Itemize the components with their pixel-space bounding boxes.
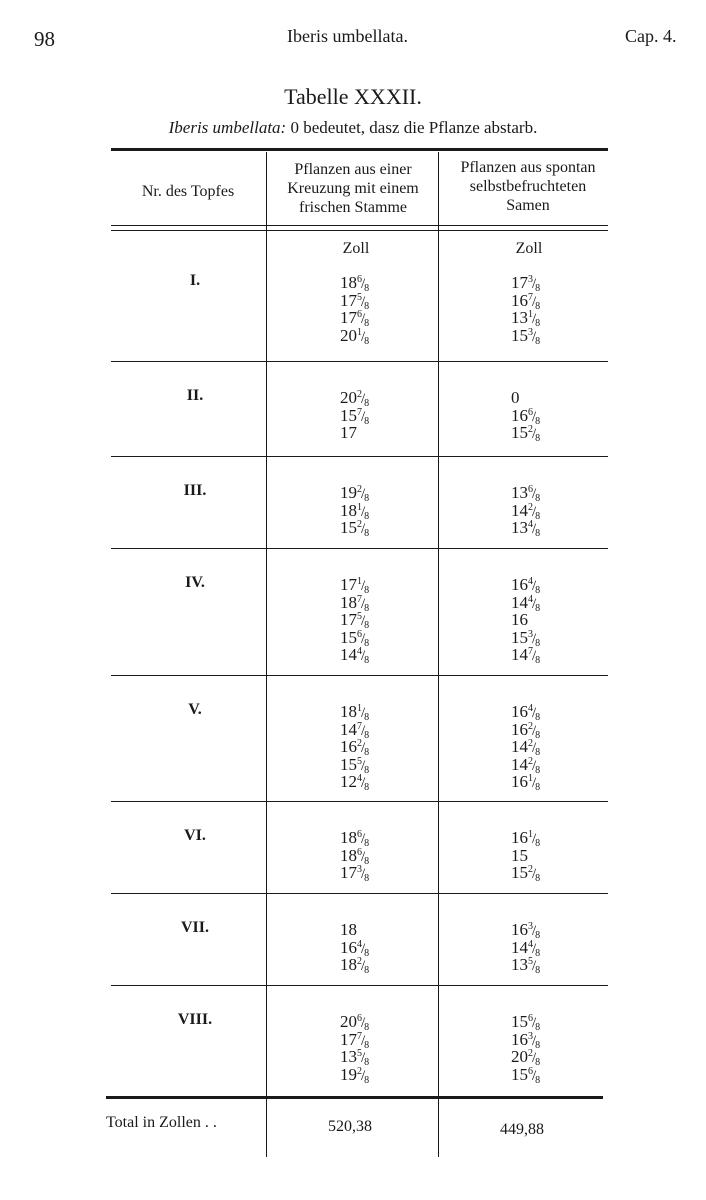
col-header-pot: Nr. des Topfes [141, 183, 235, 200]
value-cell: $13^5/_8$ [340, 1047, 370, 1068]
value-cell: $17^6/_8$ [340, 308, 370, 329]
pot-label: VII. [180, 919, 209, 936]
total-crossed: 520,38 [328, 1118, 372, 1135]
value-cell: $14^4/_8$ [511, 937, 541, 959]
top-rule [111, 148, 608, 151]
value-cell: $14^2/_8$ [511, 737, 541, 758]
crossed-values [340, 389, 369, 442]
value-cell: $13^6/_8$ [511, 483, 541, 504]
self-values [511, 484, 540, 537]
col-header-self: Pflanzen aus spontan selbstbefruchteten Samen [460, 159, 596, 214]
table-caption [0, 118, 706, 138]
unit-crossed: Zoll [342, 240, 370, 257]
row-rule [111, 456, 608, 457]
caption-species: Iberis umbellata: [168, 118, 287, 137]
value-cell: 17 [340, 423, 357, 442]
crossed-values [340, 576, 369, 664]
pot-label: II. [186, 387, 204, 404]
value-cell: $20^1/_8$ [340, 325, 370, 347]
self-values [511, 921, 540, 974]
value-cell: $18^7/_8$ [340, 592, 370, 614]
value-cell: $17^1/_8$ [340, 575, 370, 596]
total-rule [106, 1096, 603, 1099]
value-cell: $12^4/_8$ [340, 772, 370, 793]
total-self: 449,88 [500, 1121, 544, 1138]
value-cell: $16^2/_8$ [511, 719, 541, 741]
value-cell: $13^1/_8$ [511, 308, 541, 329]
value-cell: $20^2/_8$ [340, 388, 370, 409]
header-rule-2 [111, 230, 608, 231]
self-values [511, 576, 540, 664]
pot-label: VIII. [177, 1011, 213, 1028]
value-cell: $18^2/_8$ [340, 955, 370, 976]
value-cell: $15^6/_8$ [340, 627, 370, 649]
row-rule [111, 361, 608, 362]
table-title: Tabelle XXXII. [284, 84, 422, 109]
value-cell: $14^2/_8$ [511, 500, 541, 522]
value-cell: 16 [511, 610, 528, 629]
row-rule [111, 801, 608, 802]
pot-label: V. [188, 701, 202, 718]
value-cell: 18 [340, 920, 357, 939]
value-cell: $16^1/_8$ [511, 772, 541, 793]
header-rule-1 [111, 225, 608, 226]
value-cell: $14^4/_8$ [511, 592, 541, 614]
unit-self: Zoll [515, 240, 543, 257]
row-rule [111, 548, 608, 549]
self-values [511, 829, 540, 882]
value-cell: $18^1/_8$ [340, 702, 370, 723]
value-cell: $16^4/_8$ [511, 702, 541, 723]
self-values [511, 273, 541, 347]
row-rule [111, 985, 608, 986]
value-cell: $14^4/_8$ [340, 645, 370, 666]
row-rule [111, 675, 608, 676]
value-cell: $20^2/_8$ [511, 1047, 541, 1068]
crossed-values [340, 1012, 370, 1086]
value-cell: $17^3/_8$ [511, 273, 541, 294]
running-title: Iberis umbellata. [287, 26, 408, 46]
col-header-crossed: Pflanzen aus einer Kreuzung mit einem frischen Stamme [287, 161, 419, 216]
value-cell: 15 [511, 845, 528, 865]
value-cell: $17^5/_8$ [340, 290, 370, 312]
value-cell: $17^7/_8$ [340, 1029, 370, 1051]
value-cell: $19^2/_8$ [340, 483, 370, 504]
value-cell: $15^6/_8$ [511, 1064, 541, 1086]
crossed-values [340, 484, 369, 537]
value-cell: $16^4/_8$ [340, 937, 370, 959]
value-cell: 0 [511, 388, 520, 407]
col-divider-2 [438, 152, 439, 1157]
value-cell: $18^6/_8$ [340, 845, 370, 867]
crossed-values [340, 829, 369, 882]
pot-label: III. [183, 482, 207, 499]
value-cell: $15^6/_8$ [511, 1012, 541, 1033]
value-cell: $13^4/_8$ [511, 518, 541, 539]
self-values [511, 703, 540, 791]
value-cell: $17^5/_8$ [340, 610, 370, 631]
value-cell: $18^6/_8$ [340, 273, 370, 294]
col-divider-1 [266, 152, 267, 1157]
self-values [511, 1012, 541, 1086]
value-cell: $15^3/_8$ [511, 325, 541, 347]
caption-text: 0 bedeutet, dasz die Pflanze abstarb. [290, 118, 538, 137]
crossed-values [340, 273, 370, 347]
self-values [511, 389, 540, 442]
value-cell: $14^7/_8$ [511, 645, 541, 666]
value-cell: $15^2/_8$ [511, 863, 541, 884]
value-cell: $18^6/_8$ [340, 828, 370, 849]
chapter-label: Cap. 4. [625, 26, 677, 46]
pot-label: VI. [184, 827, 206, 844]
value-cell: $15^3/_8$ [511, 627, 541, 649]
pot-label: I. [189, 272, 201, 289]
crossed-values [340, 921, 369, 974]
value-cell: $15^7/_8$ [340, 405, 370, 427]
value-cell: $17^3/_8$ [340, 863, 370, 884]
value-cell: $14^7/_8$ [340, 719, 370, 741]
total-label: Total in Zollen . . [106, 1114, 217, 1131]
value-cell: $16^1/_8$ [511, 828, 541, 849]
value-cell: $18^1/_8$ [340, 500, 370, 522]
value-cell: $16^3/_8$ [511, 1029, 541, 1051]
value-cell: $16^2/_8$ [340, 737, 370, 758]
value-cell: $20^6/_8$ [340, 1012, 370, 1033]
value-cell: $14^2/_8$ [511, 754, 541, 776]
crossed-values [340, 703, 369, 791]
value-cell: $16^4/_8$ [511, 575, 541, 596]
value-cell: $15^2/_8$ [511, 423, 541, 444]
value-cell: $15^2/_8$ [340, 518, 370, 539]
pot-label: IV. [185, 574, 205, 591]
page-number: 98 [34, 27, 55, 51]
value-cell: $19^2/_8$ [340, 1064, 370, 1086]
value-cell: $16^3/_8$ [511, 920, 541, 941]
value-cell: $16^6/_8$ [511, 405, 541, 427]
value-cell: $15^5/_8$ [340, 754, 370, 776]
row-rule [111, 893, 608, 894]
value-cell: $16^7/_8$ [511, 290, 541, 312]
value-cell: $13^5/_8$ [511, 955, 541, 976]
